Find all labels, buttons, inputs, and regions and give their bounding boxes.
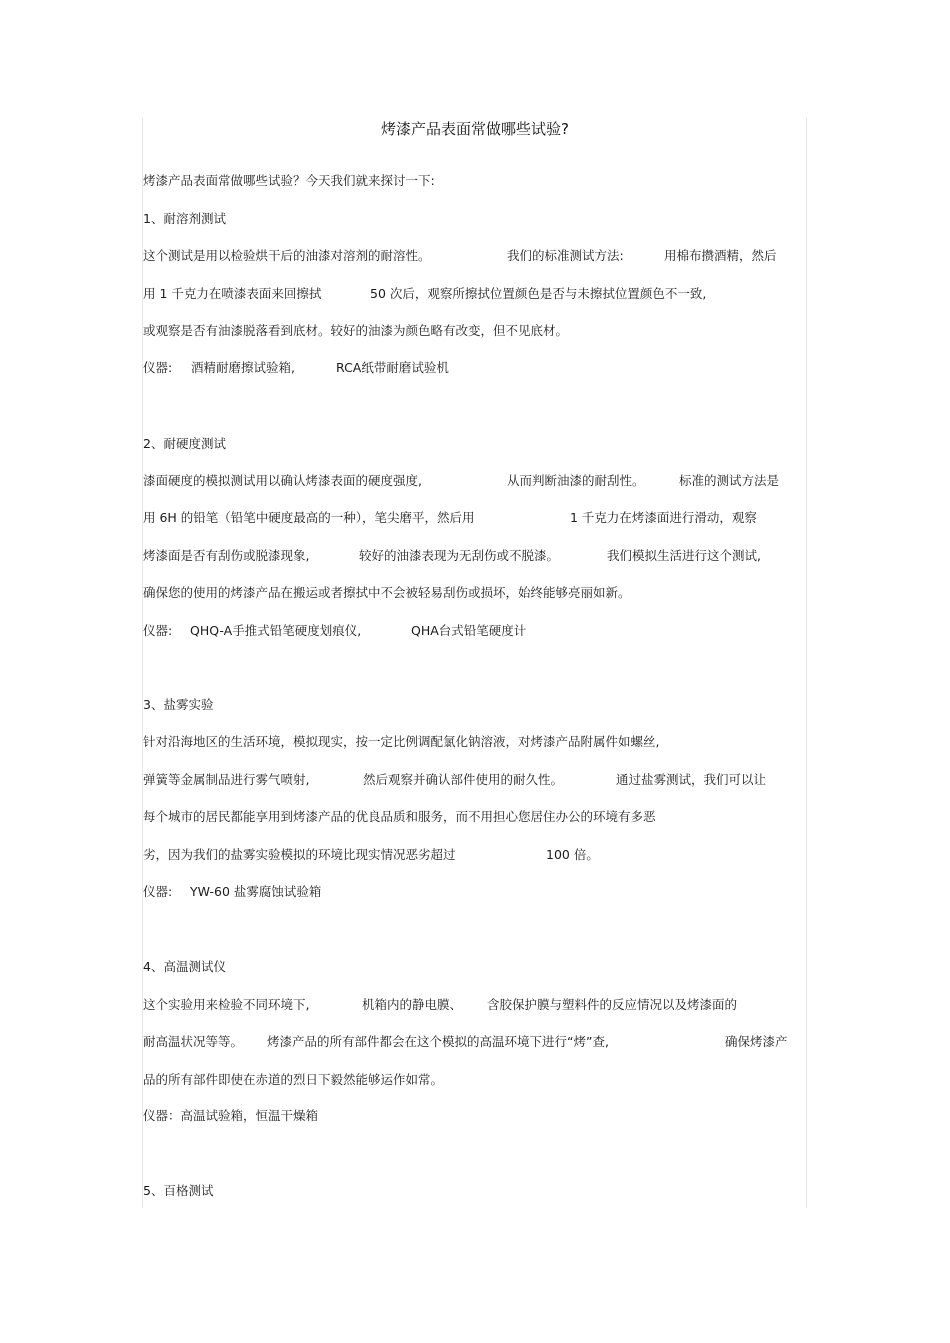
instrument-name: YW-60 盐雾腐蚀试验箱: [190, 884, 322, 899]
text-segment: 50 次后，观察所擦拭位置颜色是否与未擦拭位置颜色不一致,: [370, 286, 707, 301]
text-segment: 劣，因为我们的盐雾实验模拟的环境比现实情况恶劣超过: [143, 847, 456, 862]
text-segment: 耐高温状况等等。: [143, 1034, 244, 1049]
text-segment: 然后观察并确认部件使用的耐久性。: [363, 772, 564, 787]
text-segment: 确保烤漆产: [725, 1034, 788, 1049]
section-heading-5: 5、百格测试: [143, 1183, 214, 1198]
text-segment: 通过盐雾测试，我们可以让: [616, 772, 767, 787]
paragraph-line: 品的所有部件即使在赤道的烈日下毅然能够运作如常。: [143, 1072, 444, 1087]
text-segment: 用棉布攒酒精，然后: [664, 248, 777, 263]
section-heading-4: 4、高温测试仪: [143, 959, 226, 974]
text-segment: 含胶保护膜与塑料件的反应情况以及烤漆面的: [487, 997, 738, 1012]
paragraph-line: 或观察是否有油漆脱落看到底材。较好的油漆为颜色略有改变，但不见底材。: [143, 323, 569, 338]
text-segment: 弹簧等金属制品进行雾气喷射,: [143, 772, 310, 787]
text-segment: 烤漆面是否有刮伤或脱漆现象,: [143, 548, 310, 563]
text-segment: 用 6H 的铅笔（铅笔中硬度最高的一种），笔尖磨平，然后用: [143, 510, 475, 525]
instrument-line: 仪器：高温试验箱，恒温干燥箱: [143, 1108, 319, 1123]
text-segment: 用 1 千克力在喷漆表面来回擦拭: [143, 286, 322, 301]
paragraph-line: 确保您的使用的烤漆产品在搬运或者擦拭中不会被轻易刮伤或损坏，始终能够亮丽如新。: [143, 585, 631, 600]
text-segment: 这个测试是用以检验烘干后的油漆对溶剂的耐溶性。: [143, 248, 431, 263]
document-title: 烤漆产品表面常做哪些试验?: [381, 120, 569, 138]
paragraph-line: 针对沿海地区的生活环境，模拟现实，按一定比例调配氯化钠溶液，对烤漆产品附属件如螺丝,: [143, 734, 660, 749]
instrument-label: 仪器:: [143, 623, 173, 638]
paragraph-line: 每个城市的居民都能享用到烤漆产品的优良品质和服务，而不用担心您居住办公的环境有多恶: [143, 809, 656, 824]
text-segment: 烤漆产品的所有部件都会在这个模拟的高温环境下进行“烤”查,: [267, 1034, 609, 1049]
text-segment: 较好的油漆表现为无刮伤或不脱漆。: [359, 548, 560, 563]
section-heading-2: 2、耐硬度测试: [143, 436, 226, 451]
text-segment: 100 倍。: [546, 847, 599, 862]
text-segment: 1 千克力在烤漆面进行滑动，观察: [570, 510, 757, 525]
text-segment: 标准的测试方法是: [679, 473, 780, 488]
instrument-label: 仪器:: [143, 884, 173, 899]
text-segment: 从而判断油漆的耐刮性。: [507, 473, 645, 488]
right-margin-rule: [806, 118, 807, 1208]
text-segment: 漆面硬度的模拟测试用以确认烤漆表面的硬度强度,: [143, 473, 422, 488]
instrument-name: QHQ-A手推式铅笔硬度划痕仪,: [190, 623, 362, 638]
intro-paragraph: 烤漆产品表面常做哪些试验？今天我们就来探讨一下:: [143, 173, 435, 188]
text-segment: 机箱内的静电膜、: [362, 997, 463, 1012]
text-segment: 我们的标准测试方法:: [507, 248, 624, 263]
section-heading-3: 3、盐雾实验: [143, 697, 214, 712]
instrument-name: RCA纸带耐磨试验机: [336, 360, 449, 375]
text-segment: 这个实验用来检验不同环境下,: [143, 997, 310, 1012]
instrument-name: 酒精耐磨擦试验箱,: [191, 360, 295, 375]
section-heading-1: 1、耐溶剂测试: [143, 211, 226, 226]
instrument-name: QHA台式铅笔硬度计: [411, 623, 527, 638]
text-segment: 我们模拟生活进行这个测试,: [607, 548, 761, 563]
instrument-label: 仪器:: [143, 360, 173, 375]
